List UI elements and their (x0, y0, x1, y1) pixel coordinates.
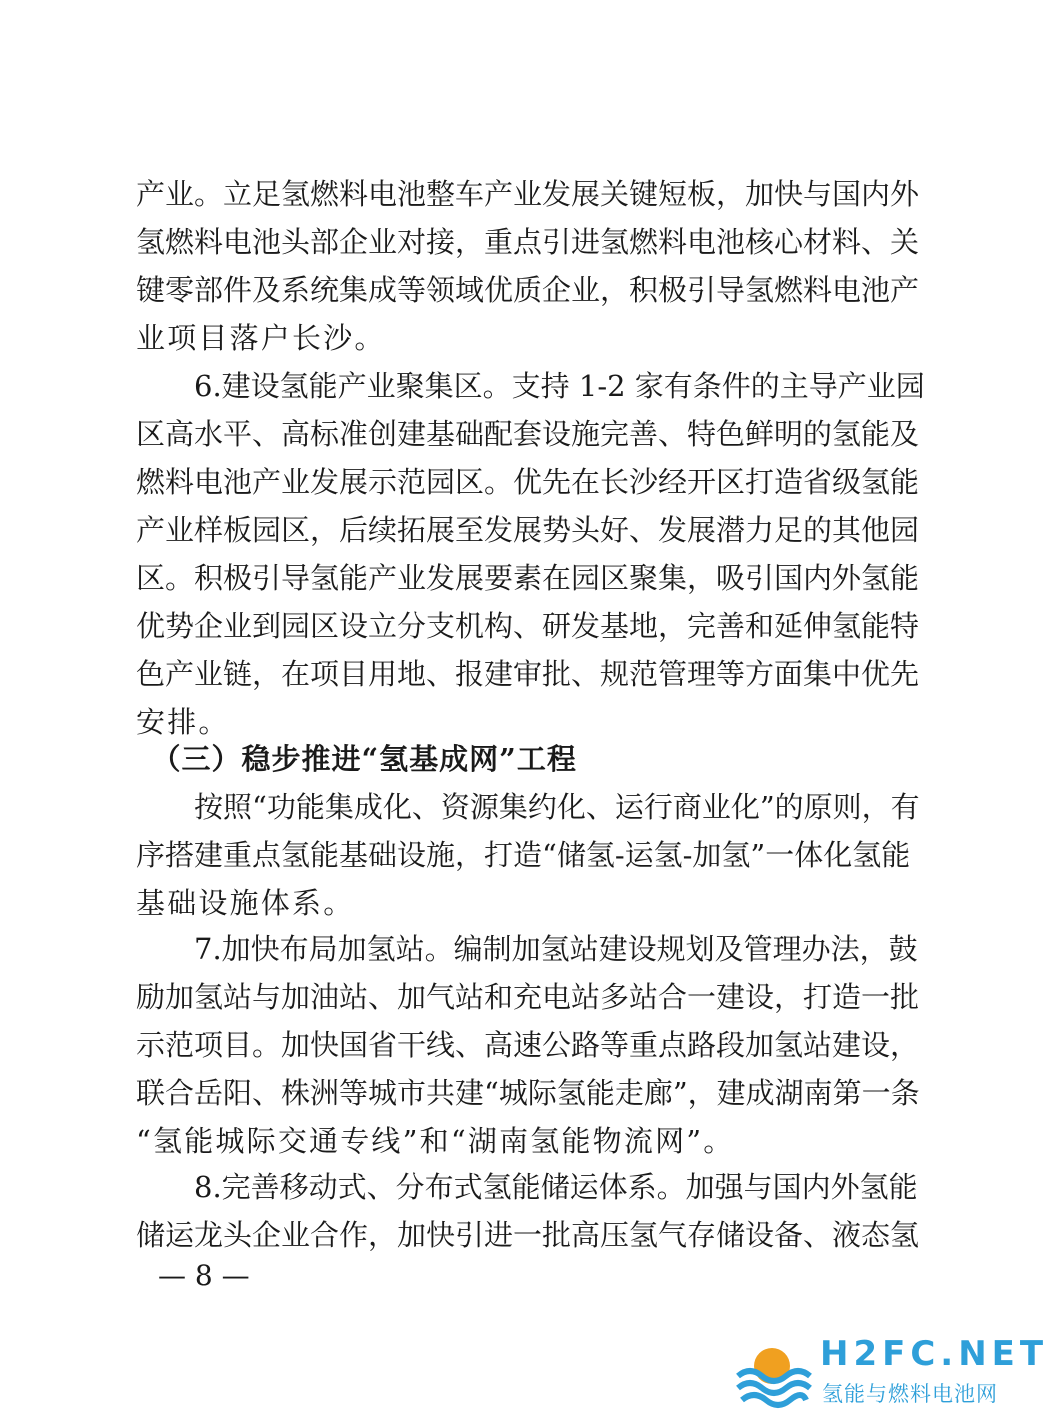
paragraph-line: 键零部件及系统集成等领域优质企业，积极引导氢燃料电池产 (136, 273, 920, 307)
paragraph-line: 励加氢站与加油站、加气站和充电站多站合一建设，打造一批 (136, 980, 920, 1014)
paragraph-line: 优势企业到园区设立分支机构、研发基地，完善和延伸氢能特 (136, 609, 920, 643)
paragraph-line: 8.完善移动式、分布式氢能储运体系。加强与国内外氢能 (136, 1170, 918, 1204)
site-watermark (732, 1332, 1048, 1410)
paragraph-line: 氢燃料电池头部企业对接，重点引进氢燃料电池核心材料、关 (136, 225, 920, 259)
h2fc-logo-icon (732, 1332, 812, 1410)
paragraph-line: 产业。立足氢燃料电池整车产业发展关键短板，加快与国内外 (136, 177, 920, 211)
paragraph-line: 产业样板园区，后续拓展至发展势头好、发展潜力足的其他园 (136, 513, 920, 547)
paragraph-line: 按照“功能集成化、资源集约化、运行商业化”的原则，有 (136, 790, 920, 824)
paragraph-line: 基础设施体系。 (136, 886, 355, 920)
paragraph-line: 储运龙头企业合作，加快引进一批高压氢气存储设备、液态氢 (136, 1218, 920, 1252)
paragraph-line: “氢能城际交通专线”和“湖南氢能物流网”。 (136, 1124, 735, 1158)
page-number: — 8 — (158, 1259, 250, 1292)
paragraph-line: 燃料电池产业发展示范园区。优先在长沙经开区打造省级氢能 (136, 465, 920, 499)
paragraph-line: 区高水平、高标准创建基础配套设施完善、特色鲜明的氢能及 (136, 417, 920, 451)
paragraph-line: 联合岳阳、株洲等城市共建“城际氢能走廊”，建成湖南第一条 (136, 1076, 920, 1110)
section-heading: （三）稳步推进“氢基成网”工程 (136, 742, 577, 776)
paragraph-line: 业项目落户长沙。 (136, 321, 386, 355)
paragraph-line: 示范项目。加快国省干线、高速公路等重点路段加氢站建设， (136, 1028, 920, 1062)
watermark-tagline: 氢能与燃料电池网 (822, 1382, 998, 1406)
paragraph-line: 6.建设氢能产业聚集区。支持 1-2 家有条件的主导产业园 (136, 369, 925, 403)
paragraph-line: 序搭建重点氢能基础设施，打造“储氢-运氢-加氢”一体化氢能 (136, 838, 911, 872)
paragraph-line: 7.加快布局加氢站。编制加氢站建设规划及管理办法，鼓 (136, 932, 918, 966)
paragraph-line: 安排。 (136, 705, 230, 739)
watermark-domain: H2FC.NET (820, 1334, 1048, 1374)
paragraph-line: 色产业链，在项目用地、报建审批、规范管理等方面集中优先 (136, 657, 920, 691)
paragraph-line: 区。积极引导氢能产业发展要素在园区聚集，吸引国内外氢能 (136, 561, 920, 595)
